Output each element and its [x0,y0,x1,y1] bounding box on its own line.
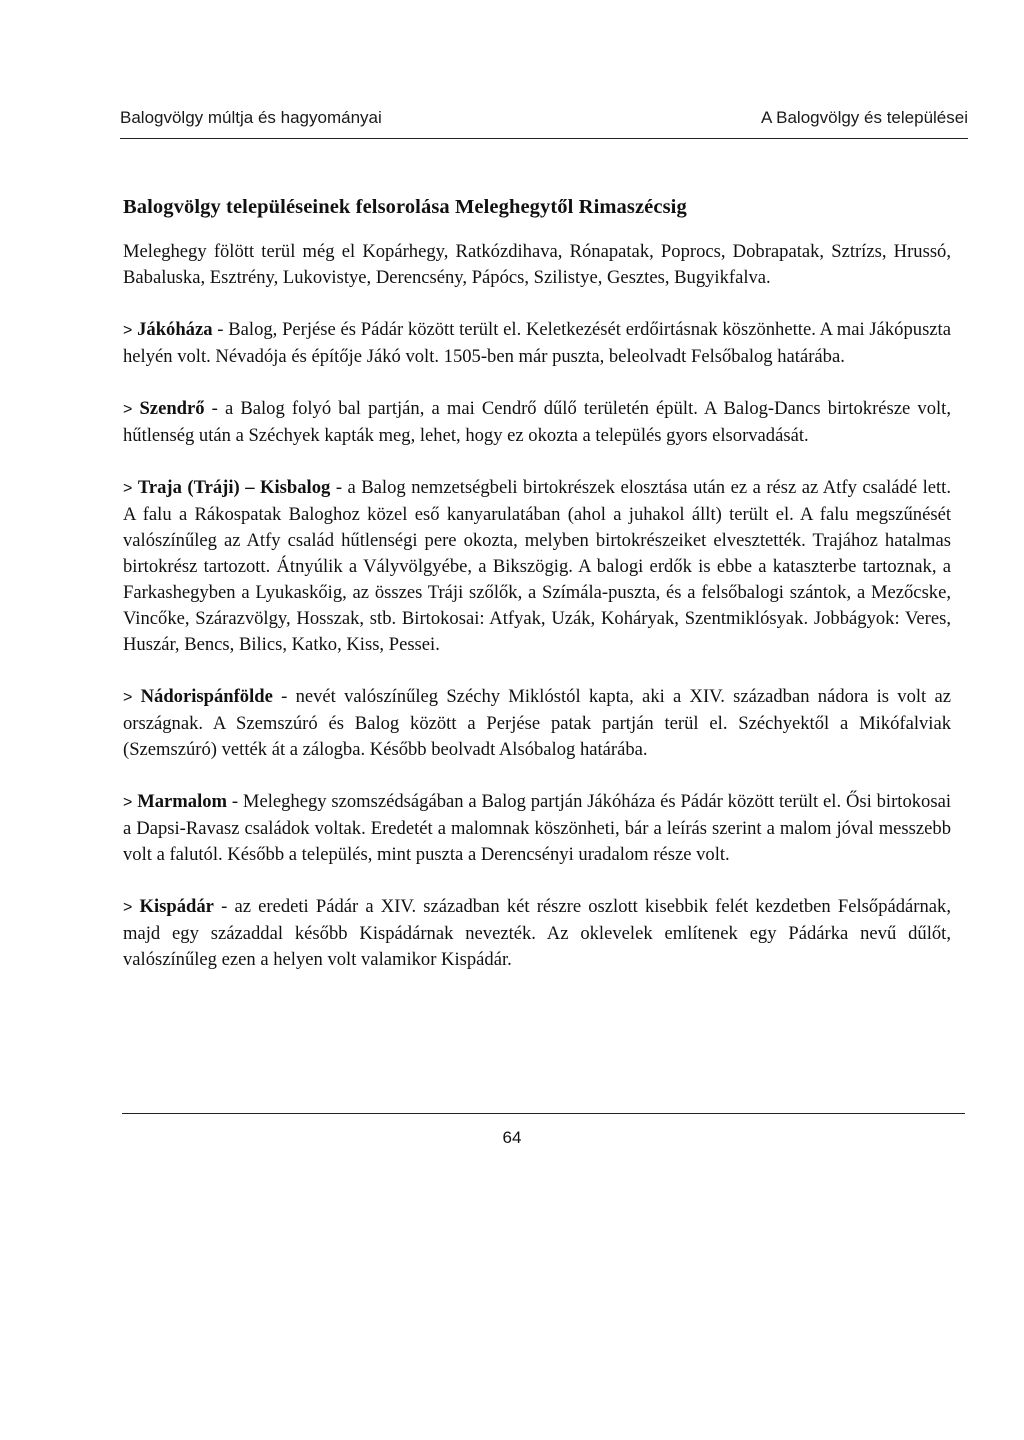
entry-jakohaza [123,317,951,370]
entry-name: Szendrő [139,398,205,419]
main-content [123,196,951,999]
intro-paragraph: Meleghegy fölött terül még el Kopárhegy, Ratkózdihava, Rónapatak, Poprocs, Dobrapatak, Sztrízs, Hrussó, Babaluska, Esztrény, Lukovistye, Derencsény, Pápócs, Szilistye, Gesztes, Bugyikfalva. [123,241,951,288]
entry-szendro [123,396,951,449]
header-book-title: Balogvölgy múltja és hagyományai [120,108,382,127]
entry-name: Jákóháza [137,319,213,340]
entry-separator: - [212,319,229,340]
entry-marmalom [123,789,951,868]
page-number: 64 [502,1128,522,1147]
footer-divider [122,1113,965,1114]
entry-text: Meleghegy szomszédságában a Balog partján Jákóháza és Pádár között terült el. Ősi birtokosai a Dapsi-Ravasz családok voltak. Eredetét a malomnak köszönheti, bár a leírás szerint a malom jóval messzebb volt a falutól. Később a település, mint puszta a Derencsényi uradalom része volt. [123,791,951,865]
entry-separator: - [272,686,296,707]
running-header [120,108,968,139]
section-title: Balogvölgy településeinek felsorolása Meleghegytől Rimaszécsig [123,196,687,218]
entry-marker: > [123,899,133,916]
entry-separator: - [227,791,243,812]
header-chapter-title: A Balogvölgy és települései [761,108,968,127]
entry-text: a Balog nemzetségbeli birtokrészek elosztása után ez a rész az Atfy családé lett. A falu a Rákospatak Baloghoz közel eső kanyarulatában (ahol a juhakol állt) terült el. A falu megszűnését valószínűleg az Atfy család hűtlenségi pere okozta, melyben birtokrészeiket elvesztették. Trajához hatalmas birtokrész tartozott. Átnyúlik a Vályvölgyébe, a Bikszögig. A balogi erdők is ebbe a kataszterbe tartoznak, a Farkashegyben a Lyukaskőig, az összes Tráji szőlők, a Szímála-puszta, és a felsőbalogi szántok, a Mezőcske, Vincőke, Szárazvölgy, Hosszak, stb. Birtokosai: Atfyak, Uzák, Koháryak, Szentmiklósyak. Jobbágyok: Veres, Huszár, Bencs, Bilics, Katko, Kiss, Pessei. [123,477,951,655]
entry-name: Traja (Tráji) – Kisbalog [137,477,331,498]
entry-name: Nádorispánfölde [140,686,273,707]
entry-separator: - [213,896,235,917]
entry-name: Kispádár [139,896,214,917]
entry-text: nevét valószínűleg Széchy Miklóstól kapta, aki a XIV. században nádora is volt az országnak. A Szemszúró és Balog között a Perjése patak partján terül el. Széchyektől a Mikófalviak (Szemszúró) vették át a zálogba. Később beolvadt Alsóbalog határába. [123,686,951,760]
entry-marker: > [123,689,133,706]
entry-text: Balog, Perjése és Pádár között terült el. Keletkezését erdőirtásnak köszönhette. A mai Jákópuszta helyén volt. Névadója és építője Jákó volt. 1505-ben már puszta, beleolvadt Felsőbalog határába. [123,319,951,367]
entry-traja [123,475,951,658]
entry-marker: > [123,794,133,811]
entry-name: Marmalom [137,791,228,812]
entry-separator: - [330,477,348,498]
entry-marker: > [123,322,133,339]
entry-marker: > [123,401,133,418]
entry-text: a Balog folyó bal partján, a mai Cendrő dűlő területén épült. A Balog-Dancs birtokrésze volt, hűtlenség után a Széchyek kapták meg, lehet, hogy ez okozta a település gyors elsorvadását. [123,398,951,446]
entry-separator: - [204,398,225,419]
entry-nadorispanfolde [123,684,951,763]
entry-text: az eredeti Pádár a XIV. században két részre oszlott kisebbik felét kezdetben Felsőpádárnak, majd egy századdal később Kispádárnak nevezték. Az oklevelek említenek egy Pádárka nevű dűlőt, valószínűleg ezen a helyen volt valamikor Kispádár. [123,896,951,970]
entry-marker: > [123,480,133,497]
entry-kispadar [123,894,951,973]
